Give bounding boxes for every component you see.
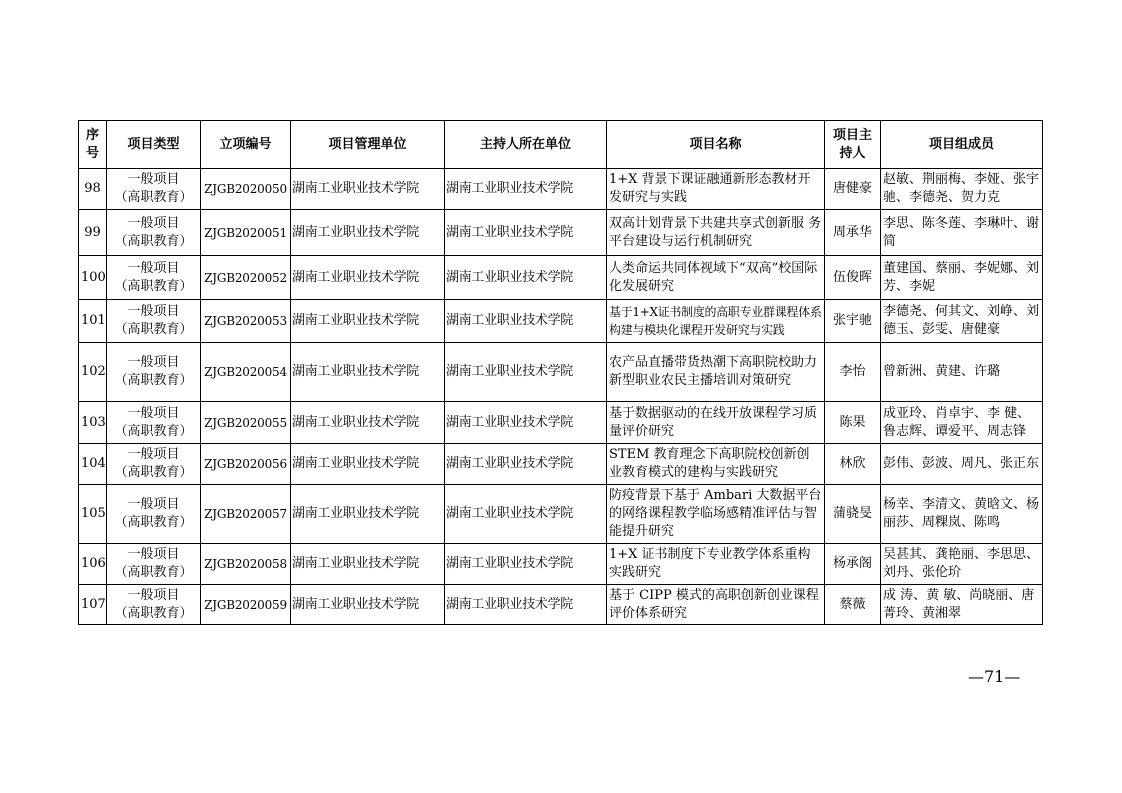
cell-seq: 106 <box>79 544 107 585</box>
cell-project-name: 基于 CIPP 模式的高职创新创业课程评价体系研究 <box>607 585 825 625</box>
cell-code: ZJGB2020059 <box>201 585 291 625</box>
cell-code: ZJGB2020057 <box>201 485 291 544</box>
cell-seq: 102 <box>79 343 107 402</box>
cell-project-name: STEM 教育理念下高职院校创新创业教育模式的建构与实践研究 <box>607 444 825 485</box>
table-row <box>79 210 1043 256</box>
cell-code: ZJGB2020058 <box>201 544 291 585</box>
cell-type-line1: 一般项目 <box>127 547 180 562</box>
cell-project-name: 1+X 背景下课证融通新形态教材开发研究与实践 <box>607 169 825 210</box>
cell-seq: 98 <box>79 169 107 210</box>
cell-seq: 105 <box>79 485 107 544</box>
cell-type-line2: （高职教育） <box>114 565 193 580</box>
cell-type <box>107 169 201 210</box>
cell-type-line2: （高职教育） <box>114 373 193 388</box>
cell-host-unit: 湖南工业职业技术学院 <box>445 544 607 585</box>
cell-mgmt-unit: 湖南工业职业技术学院 <box>291 169 445 210</box>
cell-mgmt-unit: 湖南工业职业技术学院 <box>291 585 445 625</box>
cell-host: 周承华 <box>825 210 881 256</box>
cell-project-name: 人类命运共同体视域下“双高”校国际化发展研究 <box>607 256 825 300</box>
cell-type <box>107 343 201 402</box>
cell-members: 杨幸、李清文、黄晗文、杨丽莎、周粿岚、陈鸣 <box>881 485 1043 544</box>
cell-type <box>107 544 201 585</box>
cell-type-line2: （高职教育） <box>114 278 193 294</box>
cell-type <box>107 256 201 300</box>
cell-mgmt-unit: 湖南工业职业技术学院 <box>291 343 445 402</box>
cell-members: 吴甚其、龚艳丽、李思思、刘丹、张伦玠 <box>881 544 1043 585</box>
table-row <box>79 402 1043 444</box>
cell-project-name: 农产品直播带货热潮下高职院校助力新型职业农民主播培训对策研究 <box>607 343 825 402</box>
cell-host-unit: 湖南工业职业技术学院 <box>445 444 607 485</box>
cell-host: 蒲骁旻 <box>825 485 881 544</box>
header-host: 项目主持人 <box>825 121 881 169</box>
cell-type-line2: （高职教育） <box>114 465 193 480</box>
cell-code: ZJGB2020050 <box>201 169 291 210</box>
cell-type-line1: 一般项目 <box>127 355 180 370</box>
cell-host: 陈果 <box>825 402 881 444</box>
cell-type <box>107 444 201 485</box>
table-row <box>79 585 1043 625</box>
table-header-row <box>79 121 1043 169</box>
header-name: 项目名称 <box>607 121 825 169</box>
cell-code: ZJGB2020053 <box>201 300 291 343</box>
cell-members: 李德尧、何其文、刘峥、刘德玉、彭雯、唐健豪 <box>881 300 1043 343</box>
cell-project-name: 1+X 证书制度下专业教学体系重构实践研究 <box>607 544 825 585</box>
cell-members: 曾新洲、黄建、许璐 <box>881 343 1043 402</box>
cell-project-name: 基于数据驱动的在线开放课程学习质量评价研究 <box>607 402 825 444</box>
cell-code: ZJGB2020052 <box>201 256 291 300</box>
cell-seq: 99 <box>79 210 107 256</box>
cell-host: 蔡薇 <box>825 585 881 625</box>
table-row <box>79 256 1043 300</box>
table-row <box>79 169 1043 210</box>
cell-seq: 104 <box>79 444 107 485</box>
cell-host-unit: 湖南工业职业技术学院 <box>445 402 607 444</box>
page-number: —71— <box>968 667 1021 686</box>
project-table <box>78 120 1043 625</box>
cell-type-line1: 一般项目 <box>127 497 180 512</box>
cell-type-line1: 一般项目 <box>127 587 180 603</box>
cell-type <box>107 402 201 444</box>
cell-type-line2: （高职教育） <box>114 605 193 621</box>
cell-code: ZJGB2020051 <box>201 210 291 256</box>
cell-code: ZJGB2020054 <box>201 343 291 402</box>
header-host-unit: 主持人所在单位 <box>445 121 607 169</box>
cell-project-name: 基于1+X证书制度的高职专业群课程体系构建与模块化课程开发研究与实践 <box>607 300 825 343</box>
cell-host-unit: 湖南工业职业技术学院 <box>445 300 607 343</box>
cell-seq: 100 <box>79 256 107 300</box>
header-seq: 序号 <box>79 121 107 169</box>
cell-type-line1: 一般项目 <box>127 172 180 187</box>
table-row <box>79 300 1043 343</box>
cell-type-line2: （高职教育） <box>114 233 193 249</box>
cell-host-unit: 湖南工业职业技术学院 <box>445 210 607 256</box>
cell-type-line2: （高职教育） <box>114 190 193 205</box>
cell-seq: 101 <box>79 300 107 343</box>
cell-host: 张宇驰 <box>825 300 881 343</box>
cell-type <box>107 585 201 625</box>
table-row <box>79 343 1043 402</box>
cell-project-name: 双高计划背景下共建共享式创新服 务平台建设与运行机制研究 <box>607 210 825 256</box>
cell-type <box>107 210 201 256</box>
cell-host-unit: 湖南工业职业技术学院 <box>445 485 607 544</box>
cell-host-unit: 湖南工业职业技术学院 <box>445 169 607 210</box>
cell-mgmt-unit: 湖南工业职业技术学院 <box>291 444 445 485</box>
cell-host-unit: 湖南工业职业技术学院 <box>445 343 607 402</box>
cell-type-line2: （高职教育） <box>114 423 193 439</box>
cell-seq: 107 <box>79 585 107 625</box>
table-row <box>79 444 1043 485</box>
table-row <box>79 544 1043 585</box>
cell-code: ZJGB2020055 <box>201 402 291 444</box>
cell-type-line1: 一般项目 <box>127 215 180 231</box>
cell-members: 李思、陈冬莲、李琳叶、谢简 <box>881 210 1043 256</box>
cell-host-unit: 湖南工业职业技术学院 <box>445 585 607 625</box>
header-members: 项目组成员 <box>881 121 1043 169</box>
cell-type-line1: 一般项目 <box>127 447 180 462</box>
cell-members: 董建国、蔡丽、李妮娜、刘芳、李妮 <box>881 256 1043 300</box>
cell-mgmt-unit: 湖南工业职业技术学院 <box>291 300 445 343</box>
cell-members: 成亚玲、肖卓宇、李 健、鲁志辉、谭爱平、周志锋 <box>881 402 1043 444</box>
cell-host: 林欣 <box>825 444 881 485</box>
cell-host: 杨承阁 <box>825 544 881 585</box>
header-code: 立项编号 <box>201 121 291 169</box>
cell-host: 李怡 <box>825 343 881 402</box>
cell-type <box>107 485 201 544</box>
cell-members: 赵敏、荆丽梅、李娅、张宇驰、李德尧、贺力克 <box>881 169 1043 210</box>
cell-type <box>107 300 201 343</box>
cell-mgmt-unit: 湖南工业职业技术学院 <box>291 256 445 300</box>
cell-type-line1: 一般项目 <box>127 304 180 319</box>
header-type: 项目类型 <box>107 121 201 169</box>
cell-mgmt-unit: 湖南工业职业技术学院 <box>291 402 445 444</box>
cell-seq: 103 <box>79 402 107 444</box>
cell-mgmt-unit: 湖南工业职业技术学院 <box>291 544 445 585</box>
header-mgmt-unit: 项目管理单位 <box>291 121 445 169</box>
cell-type-line2: （高职教育） <box>114 322 193 337</box>
cell-host: 唐健豪 <box>825 169 881 210</box>
cell-code: ZJGB2020056 <box>201 444 291 485</box>
cell-members: 成 涛、黄 敏、尚晓丽、唐菁玲、黄湘翠 <box>881 585 1043 625</box>
cell-host-unit: 湖南工业职业技术学院 <box>445 256 607 300</box>
cell-type-line1: 一般项目 <box>127 405 180 421</box>
cell-type-line2: （高职教育） <box>114 515 193 530</box>
cell-members: 彭伟、彭波、周凡、张正东 <box>881 444 1043 485</box>
cell-project-name: 防疫背景下基于 Ambari 大数据平台的网络课程教学临场感精准评估与智能提升研究 <box>607 485 825 544</box>
cell-type-line1: 一般项目 <box>127 260 180 276</box>
cell-mgmt-unit: 湖南工业职业技术学院 <box>291 485 445 544</box>
table-row <box>79 485 1043 544</box>
cell-mgmt-unit: 湖南工业职业技术学院 <box>291 210 445 256</box>
table-body <box>79 169 1043 625</box>
cell-host: 伍俊晖 <box>825 256 881 300</box>
